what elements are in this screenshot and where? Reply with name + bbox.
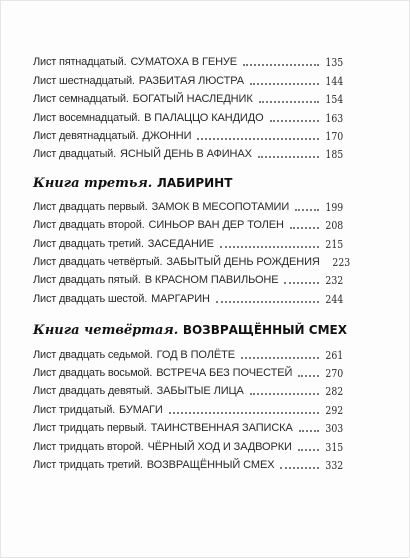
toc-entry xyxy=(33,292,344,306)
toc-entry-title: ВСТРЕЧА БЕЗ ПОЧЕСТЕЙ xyxy=(156,367,293,379)
toc-entry-title: ДЖОННИ xyxy=(142,130,192,142)
toc-entry xyxy=(33,237,344,251)
toc-entry xyxy=(33,440,344,454)
toc-entry-page: 208 xyxy=(325,219,344,232)
dot-leader xyxy=(250,83,319,85)
toc-entry-page: 244 xyxy=(325,293,344,306)
toc-entry-page: 185 xyxy=(325,148,344,161)
toc-entry-page: 292 xyxy=(325,404,344,417)
dot-leader xyxy=(250,393,319,395)
toc-entry-title: ТАИНСТВЕННАЯ ЗАПИСКА xyxy=(150,422,293,434)
toc-entry-title: БУМАГИ xyxy=(119,404,163,416)
dot-leader xyxy=(258,156,319,158)
toc-entry-page: 303 xyxy=(325,422,344,435)
toc-entry-prefix: Лист двадцать второй. xyxy=(33,219,145,231)
toc-entry-page: 199 xyxy=(325,201,344,214)
section-heading-name: ЛАБИРИНТ xyxy=(156,176,233,190)
toc-entry-title: ЗАСЕДАНИЕ xyxy=(147,238,214,250)
toc-entry-title: В КРАСНОМ ПАВИЛЬОНЕ xyxy=(144,274,279,286)
toc-entry-page: 232 xyxy=(325,274,344,287)
toc-entry-page: 282 xyxy=(325,385,344,398)
toc-entry xyxy=(33,218,344,232)
toc-entry xyxy=(33,55,344,69)
dot-leader xyxy=(298,375,319,377)
toc-entry-page: 135 xyxy=(325,56,344,69)
toc-entry xyxy=(33,74,344,88)
toc-entry-prefix: Лист двадцать четвёртый. xyxy=(33,256,163,268)
toc-entry-prefix: Лист пятнадцатый. xyxy=(33,56,127,68)
toc-entry-prefix: Лист тридцатый. xyxy=(33,404,115,416)
section-heading-book4 xyxy=(33,323,347,338)
toc-entry-title: ВОЗВРАЩЁННЫЙ СМЕХ xyxy=(146,459,275,471)
dot-leader xyxy=(284,282,319,284)
dot-leader xyxy=(216,301,319,303)
toc-entry-prefix: Лист двадцать девятый. xyxy=(33,385,153,397)
toc-entry-title: В ПАЛАЦЦО КАНДИДО xyxy=(144,112,264,124)
toc-entry-prefix: Лист девятнадцатый. xyxy=(33,130,139,142)
toc-entry-title: БОГАТЫЙ НАСЛЕДНИК xyxy=(132,93,253,105)
toc-entry-prefix: Лист двадцать шестой. xyxy=(33,293,148,305)
toc-entry xyxy=(33,384,344,398)
toc-entry-prefix: Лист семнадцатый. xyxy=(33,93,129,105)
dot-leader xyxy=(295,209,319,211)
toc-entry-prefix: Лист двадцатый. xyxy=(33,148,116,160)
toc-entry-page: 270 xyxy=(325,367,344,380)
toc-entry-page: 154 xyxy=(325,93,344,106)
toc-entry-prefix: Лист двадцать третий. xyxy=(33,238,144,250)
toc-entry xyxy=(33,458,344,472)
toc-entry-page: 332 xyxy=(325,459,344,472)
dot-leader xyxy=(298,449,319,451)
toc-entry xyxy=(33,255,351,269)
toc-entry-prefix: Лист двадцать восьмой. xyxy=(33,367,153,379)
toc-entry xyxy=(33,348,344,362)
toc-entry-prefix: Лист тридцать первый. xyxy=(33,422,147,434)
dot-leader xyxy=(241,357,319,359)
toc-entry xyxy=(33,421,344,435)
toc-entry-title: ЯСНЫЙ ДЕНЬ В АФИНАХ xyxy=(119,148,252,160)
toc-entry-title: РАЗБИТАЯ ЛЮСТРА xyxy=(138,75,244,87)
toc-entry-title: СИНЬОР ВАН ДЕР ТОЛЕН xyxy=(148,219,284,231)
section-heading-book3 xyxy=(33,176,232,191)
toc-entry-title: МАРГАРИН xyxy=(151,293,210,305)
toc-entry-prefix: Лист шестнадцатый. xyxy=(33,75,135,87)
toc-entry-prefix: Лист тридцать второй. xyxy=(33,441,144,453)
toc-entry-page: 170 xyxy=(325,130,344,143)
dot-leader xyxy=(259,101,319,103)
toc-entry xyxy=(33,129,344,143)
dot-leader xyxy=(197,138,319,140)
toc-entry-prefix: Лист двадцать первый. xyxy=(33,201,148,213)
dot-leader xyxy=(280,467,319,469)
toc-entry-page: 215 xyxy=(325,238,344,251)
toc-entry xyxy=(33,366,344,380)
dot-leader xyxy=(243,64,319,66)
toc-entry-page: 261 xyxy=(325,349,344,362)
dot-leader xyxy=(270,120,319,122)
dot-leader xyxy=(290,227,319,229)
dot-leader xyxy=(299,430,319,432)
toc-entry-title: ЗАБЫТЫЕ ЛИЦА xyxy=(156,385,244,397)
dot-leader xyxy=(220,246,319,248)
toc-entry-page: 144 xyxy=(325,75,344,88)
toc-entry-title: ЗАБЫТЫЙ ДЕНЬ РОЖДЕНИЯ xyxy=(166,256,320,268)
section-heading-book-label: Книга третья. xyxy=(33,176,153,191)
toc-entry xyxy=(33,403,344,417)
section-heading-name: ВОЗВРАЩЁННЫЙ СМЕХ xyxy=(182,323,347,337)
toc-entry-prefix: Лист восемнадцатый. xyxy=(33,112,141,124)
toc-entry-prefix: Лист тридцать третий. xyxy=(33,459,143,471)
toc-entry xyxy=(33,273,344,287)
toc-entry-prefix: Лист двадцать пятый. xyxy=(33,274,141,286)
toc-entry-prefix: Лист двадцать седьмой. xyxy=(33,349,153,361)
toc-entry-page: 223 xyxy=(332,256,351,269)
toc-entry-page: 315 xyxy=(325,441,344,454)
section-heading-book-label: Книга четвёртая. xyxy=(33,323,179,338)
dot-leader xyxy=(169,412,319,414)
toc-entry xyxy=(33,147,344,161)
toc-entry-title: ЧЁРНЫЙ ХОД И ЗАДВОРКИ xyxy=(147,441,292,453)
toc-entry xyxy=(33,111,344,125)
toc-entry-title: ГОД В ПОЛЁТЕ xyxy=(156,349,235,361)
toc-entry xyxy=(33,92,344,106)
toc-entry-title: СУМАТОХА В ГЕНУЕ xyxy=(130,56,238,68)
toc-entry-page: 163 xyxy=(325,112,344,125)
toc-entry xyxy=(33,200,344,214)
toc-entry-title: ЗАМОК В МЕСОПОТАМИИ xyxy=(151,201,290,213)
